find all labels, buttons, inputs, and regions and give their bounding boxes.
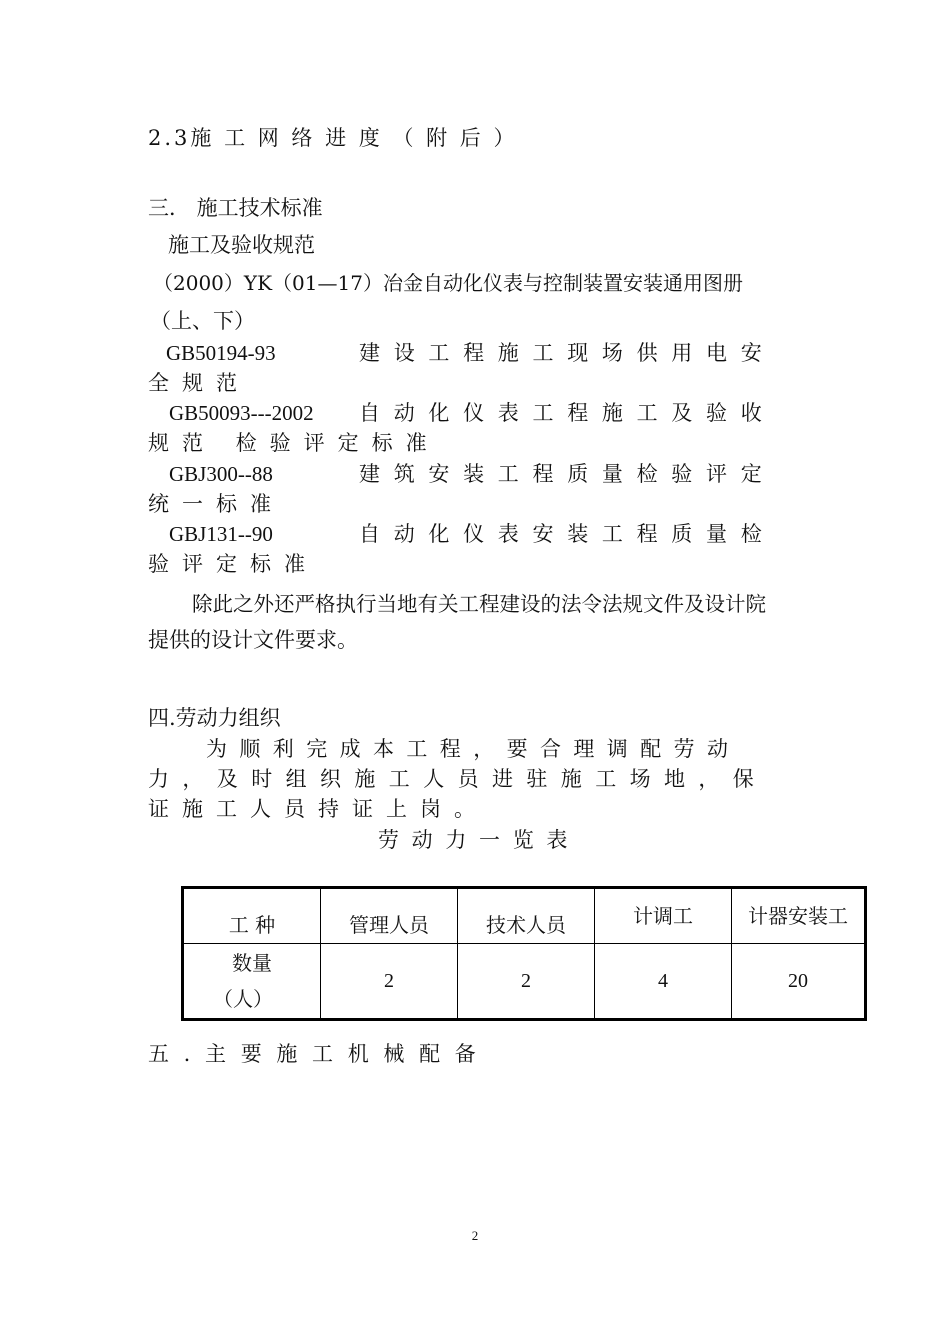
standard-title-continued: 统一标准 [148, 492, 284, 516]
section-2-3-heading: 2.3施 工 网 络 进 度 （ 附 后 ） [148, 126, 518, 150]
value-cell: 4 [595, 944, 732, 1020]
section-3-heading: 三． 施工技术标准 [148, 196, 323, 220]
standard-title: 建设工程施工现场供用电安 [359, 341, 776, 365]
standard-title: 自动化仪表安装工程质量检 [359, 522, 776, 546]
standard-title: 自动化仪表工程施工及验收 [359, 401, 776, 425]
header-cell: 计调工 [595, 888, 732, 944]
labor-table-data-row [183, 944, 866, 1020]
atlas-reference-line-1: （2000）YK（01—17）冶金自动化仪表与控制装置安装通用图册 [153, 271, 743, 295]
header-cell: 计器安装工 [732, 888, 866, 944]
labor-paragraph-line-3: 证施工人员持证上岗。 [148, 797, 488, 821]
regulations-paragraph-line-2: 提供的设计文件要求。 [148, 628, 358, 652]
page-number: 2 [471, 1228, 479, 1243]
standard-title-continued: 全规范 [148, 371, 250, 395]
value-cell: 2 [458, 944, 595, 1020]
header-cell-trade: 工 种 [183, 888, 321, 944]
labor-paragraph-line-1: 为顺利完成本工程，要合理调配劳动 [206, 737, 741, 761]
section-5-heading: 五 . 主 要 施 工 机 械 配 备 [148, 1042, 480, 1066]
value-cell: 20 [732, 944, 866, 1020]
atlas-reference-line-2: （上、下） [150, 309, 255, 333]
labor-table-header-row [183, 888, 866, 944]
value-cell: 2 [321, 944, 458, 1020]
standard-title-continued: 规范 检验评定标准 [148, 431, 440, 455]
row-label-quantity: 数量 [232, 951, 272, 975]
standard-title: 建筑安装工程质量检验评定 [359, 462, 776, 486]
row-label-unit: （人） [213, 987, 273, 1011]
standard-code: GBJ131--90 [169, 522, 273, 546]
standard-title-continued: 验评定标准 [148, 552, 318, 576]
labor-paragraph-line-2: 力，及时组织施工人员进驻施工场地，保 [148, 767, 768, 791]
section-3-subheading: 施工及验收规范 [168, 233, 315, 257]
row-label-cell [183, 944, 321, 1020]
regulations-paragraph-line-1: 除此之外还严格执行当地有关工程建设的法令法规文件及设计院 [192, 592, 766, 616]
header-cell: 技术人员 [458, 888, 595, 944]
standard-code: GB50093---2002 [169, 401, 314, 425]
labor-table-title: 劳 动 力 一 览 表 [378, 828, 571, 852]
standard-code: GBJ300--88 [169, 462, 273, 486]
header-cell: 管理人员 [321, 888, 458, 944]
labor-table [181, 886, 867, 1021]
standard-code: GB50194-93 [166, 341, 276, 365]
section-4-heading: 四.劳动力组织 [148, 706, 281, 730]
